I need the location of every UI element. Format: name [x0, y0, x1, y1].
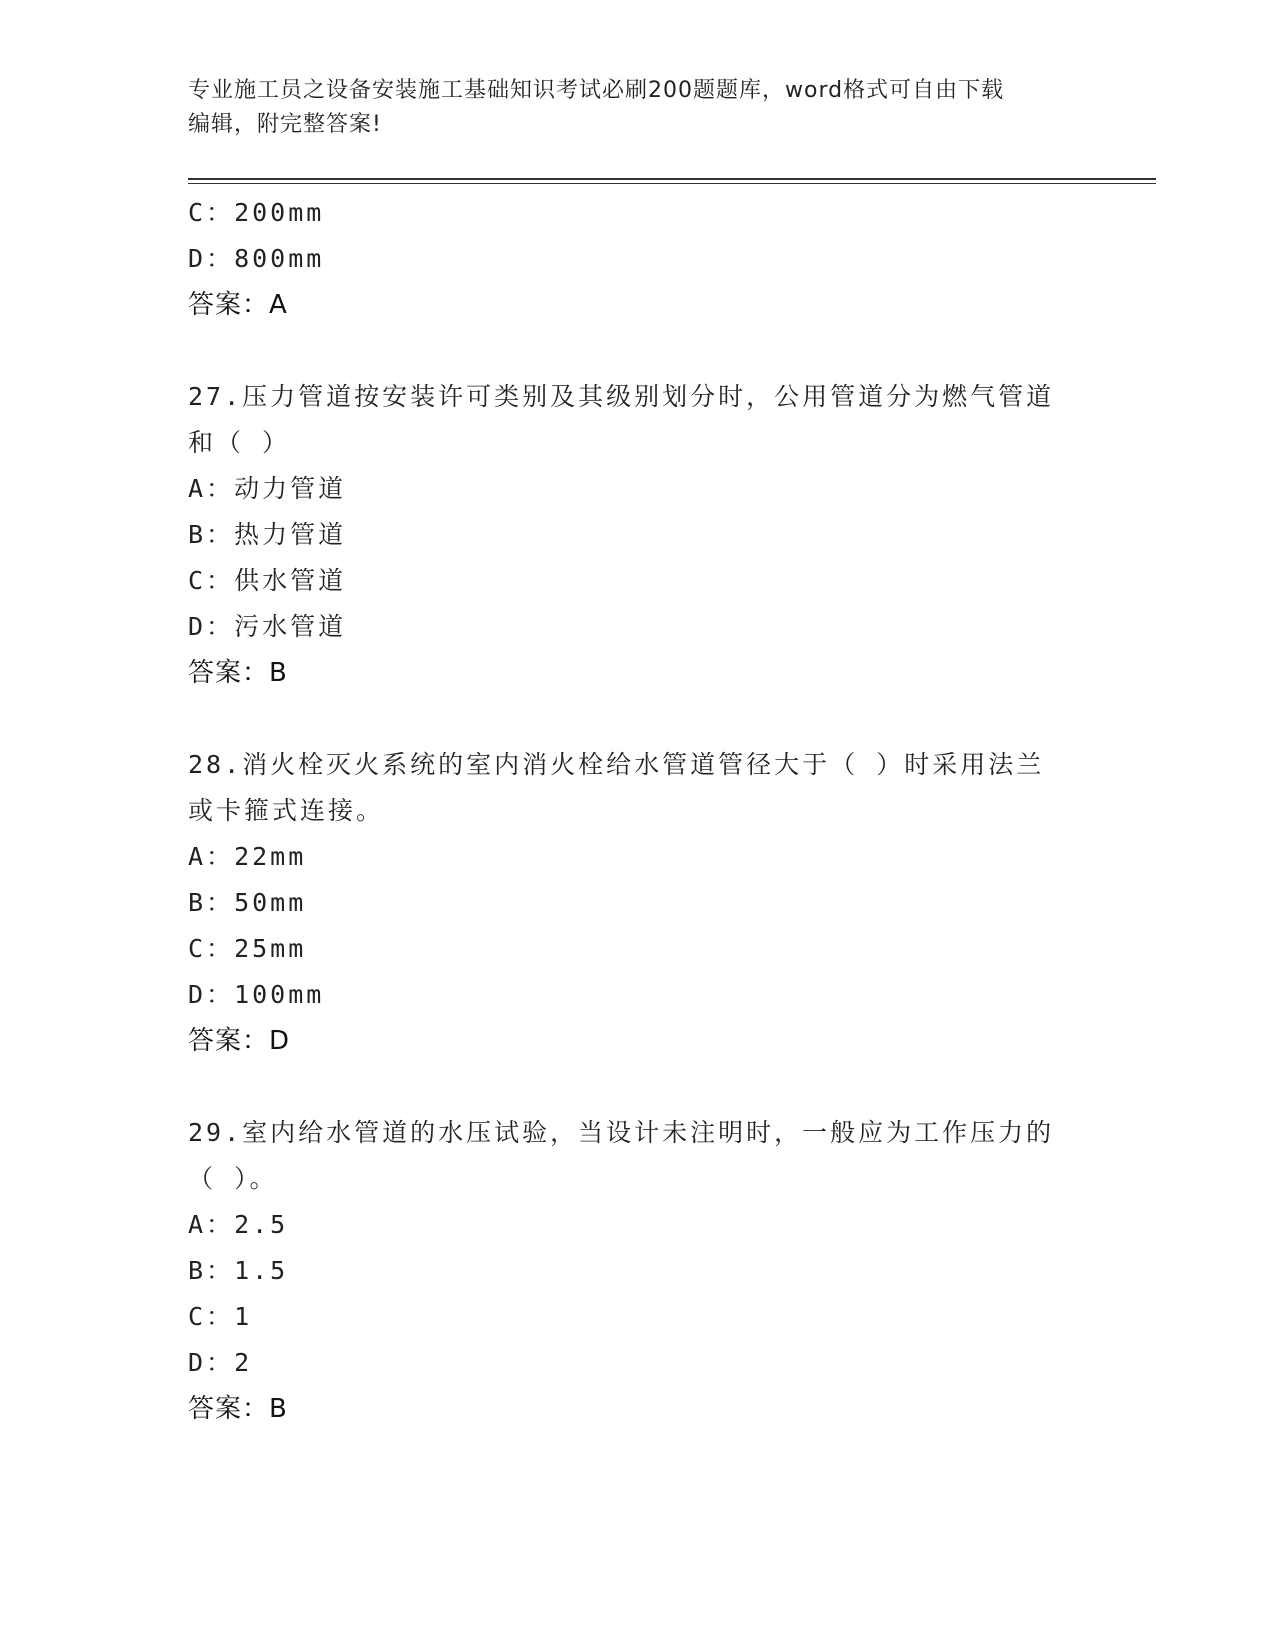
header-divider-thin	[188, 183, 1156, 184]
spacer	[188, 1064, 1088, 1110]
question-stem-line: （ ）。	[188, 1164, 278, 1193]
question-stem-line: 27.压力管道按安装许可类别及其级别划分时，公用管道分为燃气管道	[188, 382, 1055, 411]
option-text: 2.5	[234, 1210, 289, 1239]
question-stem-line: 29.室内给水管道的水压试验，当设计未注明时，一般应为工作压力的	[188, 1118, 1055, 1147]
option-letter: D：	[188, 612, 235, 641]
option-letter: D：	[188, 244, 235, 273]
option-text: 1	[234, 1302, 253, 1331]
spacer	[188, 696, 1088, 742]
option-row	[188, 926, 1088, 972]
spacer	[188, 328, 1088, 374]
option-letter: C：	[188, 1302, 235, 1331]
option-text: 热力管道	[234, 520, 347, 549]
option-letter: C：	[188, 566, 235, 595]
option-row	[188, 834, 1088, 880]
question-29	[188, 1110, 1088, 1432]
option-row	[188, 512, 1088, 558]
question-27	[188, 374, 1088, 696]
header-title-line-1: 专业施工员之设备安装施工基础知识考试必刷200题题库，word格式可自由下载	[188, 78, 1005, 103]
question-26-continued	[188, 190, 1088, 328]
option-letter: A：	[188, 1210, 235, 1239]
option-text: 1.5	[234, 1256, 289, 1285]
answer-line: 答案：D	[188, 1026, 291, 1056]
question-stem-line: 28.消火栓灭火系统的室内消火栓给水管道管径大于（ ）时采用法兰	[188, 750, 1045, 779]
option-row	[188, 1294, 1088, 1340]
option-row	[188, 1202, 1088, 1248]
option-text: 动力管道	[234, 474, 347, 503]
option-row	[188, 466, 1088, 512]
header-title-line-2: 编辑，附完整答案!	[188, 112, 382, 137]
option-letter: D：	[188, 980, 235, 1009]
option-text: 2	[234, 1348, 253, 1377]
option-text: 22mm	[234, 842, 307, 871]
option-text: 800mm	[234, 244, 325, 273]
option-letter: A：	[188, 842, 235, 871]
question-28	[188, 742, 1088, 1064]
option-text: 50mm	[234, 888, 307, 917]
document-header	[188, 74, 1088, 142]
option-letter: C：	[188, 198, 235, 227]
option-row	[188, 1340, 1088, 1386]
answer-line: 答案：A	[188, 290, 288, 320]
option-letter: D：	[188, 1348, 235, 1377]
option-row	[188, 972, 1088, 1018]
option-row	[188, 558, 1088, 604]
option-text: 污水管道	[234, 612, 347, 641]
option-row	[188, 236, 1088, 282]
option-text: 25mm	[234, 934, 307, 963]
option-letter: B：	[188, 888, 235, 917]
option-letter: B：	[188, 520, 235, 549]
option-text: 供水管道	[234, 566, 347, 595]
question-content	[188, 190, 1088, 1432]
answer-line: 答案：B	[188, 1394, 288, 1424]
option-letter: B：	[188, 1256, 235, 1285]
option-letter: A：	[188, 474, 235, 503]
header-divider-thick	[188, 178, 1156, 180]
option-letter: C：	[188, 934, 235, 963]
option-row	[188, 190, 1088, 236]
question-stem-line: 或卡箍式连接。	[188, 796, 385, 825]
option-row	[188, 1248, 1088, 1294]
option-text: 200mm	[234, 198, 325, 227]
option-text: 100mm	[234, 980, 325, 1009]
question-stem-line: 和（ ）	[188, 428, 291, 457]
answer-line: 答案：B	[188, 658, 288, 688]
option-row	[188, 880, 1088, 926]
option-row	[188, 604, 1088, 650]
